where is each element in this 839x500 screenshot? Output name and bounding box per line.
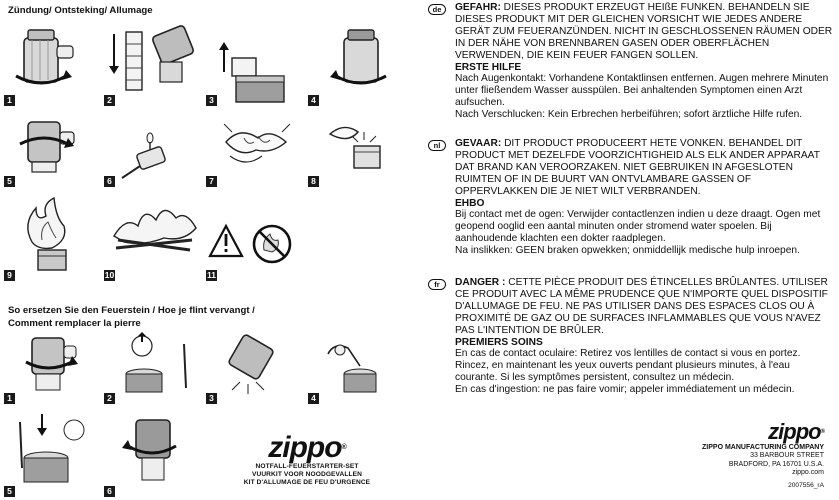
product-name-nl: VUURKIT VOOR NOODGEVALLEN bbox=[251, 471, 363, 478]
remove-spring-illustration bbox=[104, 332, 204, 396]
firstaid-line: Na inslikken: GEEN braken opwekken; onmiddellijk medische hulp inroepen. bbox=[455, 245, 800, 257]
flint-step-3 bbox=[206, 332, 306, 396]
cap-twist-illustration bbox=[2, 24, 102, 104]
ignition-step-8 bbox=[308, 112, 408, 182]
ignition-step-4 bbox=[308, 24, 408, 104]
ignition-step-2 bbox=[104, 24, 204, 104]
flint-step-2 bbox=[104, 332, 204, 396]
document-code: 2007556_rA bbox=[788, 481, 824, 489]
firstaid-line: En cas de contact oculaire: Retirez vos lentilles de contact si vous en portez. Rincez, en maintenant les yeux ouverts pendant plusieurs minutes, à l'eau courante. Si les symptômes persistent, consultez un médecin. bbox=[455, 348, 801, 384]
open-tin-illustration bbox=[206, 24, 306, 104]
step-number: 4 bbox=[308, 95, 319, 106]
company-name: ZIPPO MANUFACTURING COMPANY bbox=[702, 444, 824, 451]
instructions-column bbox=[0, 0, 412, 500]
replace-spring-illustration bbox=[2, 412, 102, 488]
firstaid-line: Bij contact met de ogen: Verwijder contactlenzen indien u deze draagt. Ogen met geopend ooglid een aantal minuten onder stromend water spoelen. Bij aanhoudende klachten een dokter raadplegen. bbox=[455, 209, 821, 245]
manufacturer-block bbox=[624, 420, 824, 489]
step-number: 5 bbox=[4, 486, 15, 497]
flame-illustration bbox=[2, 196, 102, 276]
close-cap-illustration bbox=[308, 24, 408, 104]
zippo-logo: zippo® bbox=[268, 431, 346, 464]
firstaid-title: PREMIERS SOINS bbox=[455, 336, 543, 348]
warning-no-indoor-icon bbox=[206, 220, 296, 270]
flint-step-6 bbox=[104, 412, 204, 488]
ignition-step-6 bbox=[104, 112, 204, 182]
company-city: BRADFORD, PA 16701 U.S.A. bbox=[728, 460, 824, 468]
ignition-step-7 bbox=[206, 112, 306, 182]
company-street: 33 BARBOUR STREET bbox=[750, 452, 824, 460]
zippo-logo-small: zippo® bbox=[768, 419, 824, 444]
ignition-step-5 bbox=[2, 112, 102, 182]
firstaid-line: Nach Verschlucken: Kein Erbrechen herbeiführen; sofort ärztliche Hilfe rufen. bbox=[455, 109, 803, 121]
step-number: 3 bbox=[206, 95, 217, 106]
firstaid-line: Nach Augenkontakt: Vorhandene Kontaktlinsen entfernen. Augen mehrere Minuten unter fließendem Wasser ausspülen. Bei anhaltenden Symptomen einen Arzt aufsuchen. bbox=[455, 73, 829, 109]
tap-flint-illustration bbox=[206, 332, 306, 396]
step-number: 10 bbox=[104, 270, 115, 280]
step-number: 7 bbox=[206, 176, 217, 187]
safety-column bbox=[424, 0, 836, 500]
company-web: zippo.com bbox=[792, 469, 824, 477]
unscrew-cap-illustration bbox=[2, 332, 102, 396]
warning-text: DANGER : CETTE PIÈCE PRODUIT DES ÉTINCELLES BRÛLANTES. UTILISER CE PRODUIT AVEC LA MÊME PRUDENCE QUE N'IMPORTE QUEL DISPOSITIF D'ALLUMAGE DE FEU. NE PAS UTILISER DANS DES ESPACES CLOS OU À PROXIMITÉ DE GAZ OU DE SURFACES INFLAMMABLES QUE VOUS N'AVEZ PAS L'INTENTION DE BRÛLER. bbox=[455, 277, 828, 336]
step-number: 11 bbox=[207, 270, 216, 280]
lang-badge-de: de bbox=[428, 4, 446, 15]
striker-illustration bbox=[104, 112, 204, 182]
campfire-illustration bbox=[104, 196, 204, 276]
firstaid-title: EHBO bbox=[455, 197, 485, 209]
product-name-de: NOTFALL-FEUERSTARTER-SET bbox=[255, 463, 359, 470]
ignition-step-9 bbox=[2, 196, 102, 276]
warning-nl bbox=[424, 138, 834, 257]
ignition-title: Zündung/ Ontsteking/ Allumage bbox=[8, 5, 153, 16]
flint-step-5 bbox=[2, 412, 102, 488]
screw-cap-illustration bbox=[104, 412, 204, 488]
lang-badge-nl: nl bbox=[428, 140, 446, 151]
unscrew-illustration bbox=[2, 112, 102, 182]
step-number: 6 bbox=[104, 486, 115, 497]
product-brand-block bbox=[222, 433, 392, 487]
product-name-fr: KIT D'ALLUMAGE DE FEU D'URGENCE bbox=[243, 479, 371, 486]
warning-fr bbox=[424, 277, 834, 396]
warning-de bbox=[424, 2, 834, 121]
pull-apart-illustration bbox=[104, 24, 204, 104]
ignition-step-1 bbox=[2, 24, 102, 104]
warning-text: GEFAHR: DIESES PRODUKT ERZEUGT HEIßE FUNKEN. BEHANDELN SIE DIESES PRODUKT MIT DER GLEICHEN VORSICHT WIE JEDES ANDERE GERÄT ZUM FEUERANZÜNDEN. NICHT IN GESCHLOSSENEN RÄUMEN ODER IN DER NÄHE VON BRENNBAREN GASEN ODER OBERFLÄCHEN VERWENDEN, DIE KEIN FEUER FANGEN SOLLEN. bbox=[455, 2, 833, 61]
firstaid-title: ERSTE HILFE bbox=[455, 61, 522, 73]
ignition-step-3 bbox=[206, 24, 306, 104]
flint-title-line1: So ersetzen Sie den Feuerstein / Hoe je flint vervangt / bbox=[8, 305, 255, 316]
step-number: 4 bbox=[308, 393, 319, 404]
ignition-step-10 bbox=[104, 196, 204, 276]
lang-badge-fr: fr bbox=[428, 279, 446, 290]
warning-text: GEVAAR: DIT PRODUCT PRODUCEERT HETE VONKEN. BEHANDEL DIT PRODUCT MET DEZELFDE VOORZICHTIGHEID ALS ELK ANDER APPARAAT DAT BRAND KAN VEROORZAKEN. NIET GEBRUIKEN IN AFGESLOTEN RUIMTEN OF IN DE BUURT VAN ONTVLAMBARE GASSEN OF OPPERVLAKKEN DIE JE NIET WILT VERBRANDEN. bbox=[455, 138, 820, 197]
flint-step-1 bbox=[2, 332, 102, 396]
strike-sparks-illustration bbox=[308, 112, 408, 182]
step-number: 5 bbox=[4, 176, 15, 187]
insert-flint-illustration bbox=[308, 332, 408, 396]
step-number: 1 bbox=[4, 95, 15, 106]
firstaid-line: En cas d'ingestion: ne pas faire vomir; appeler immédiatement un médecin. bbox=[455, 384, 795, 396]
fluff-tinder-illustration bbox=[206, 112, 306, 182]
step-number: 2 bbox=[104, 393, 115, 404]
step-number: 3 bbox=[206, 393, 217, 404]
flint-step-4 bbox=[308, 332, 408, 396]
step-number: 9 bbox=[4, 270, 15, 281]
flint-title-line2: Comment remplacer la pierre bbox=[8, 318, 141, 329]
step-number: 6 bbox=[104, 176, 115, 187]
ignition-step-11 bbox=[206, 220, 296, 270]
step-number: 8 bbox=[308, 176, 319, 187]
step-number: 2 bbox=[104, 95, 115, 106]
step-number: 1 bbox=[4, 393, 15, 404]
